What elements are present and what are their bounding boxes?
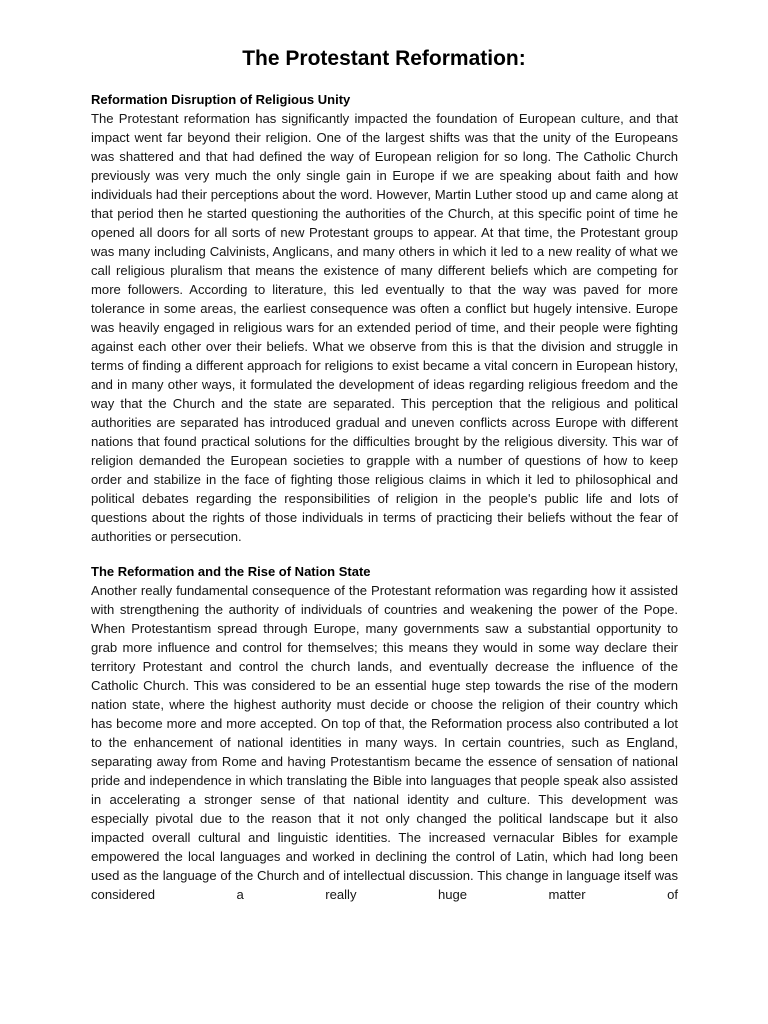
section-paragraph: Another really fundamental consequence of the Protestant reformation was regarding how it assisted with strengthening the authority of individuals of countries and weakening the power of the Pope. When Protestantism spread through Europe, many governments saw a substantial opportunity to grab more influence and control for themselves; this means they would in some way declare their territory Protestant and control the church lands, and eventually decrease the influence of the Catholic Church. This was considered to be an essential huge step towards the rise of the modern nation state, where the highest authority must decide or choose the religion of their country which has become more and more accepted. On top of that, the Reformation process also contributed a lot to the enhancement of national identities in many ways. In certain countries, such as England, separating away from Rome and having Protestantism became the essence of sensation of national pride and independence in which translating the Bible into languages that people speak also assisted in accelerating a stronger sense of that national identity and culture. This development was especially pivotal due to the reason that it not only changed the political landscape but it also impacted overall cultural and linguistic identities. The increased vernacular Bibles for example empowered the local languages and worked in declining the control of Latin, which had long been used as the language of the Church and of intellectual discussion. This change in language itself was considered a really huge matter of xyxy=(91,583,678,902)
section-heading: The Reformation and the Rise of Nation State xyxy=(91,564,371,579)
section-paragraph: The Protestant reformation has significantly impacted the foundation of European culture, and that impact went far beyond their religion. One of the largest shifts was that the unity of the Europeans was shattered and that had defined the way of European religion for so long. The Catholic Church previously was very much the only single gain in Europe if we are speaking about faith and how individuals had their perceptions about the word. However, Martin Luther stood up and came along at that period then he started questioning the authorities of the Church, at this specific point of time he opened all doors for all sorts of new Protestant groups to appear. At that time, the Protestant group was many including Calvinists, Anglicans, and many others in which it led to a new reality of what we call religious pluralism that means the existence of many different beliefs which are competing for more followers. According to literature, this led eventually to that the way was paved for more tolerance in some areas, the earliest consequence was often a conflict but hugely intensive. Europe was heavily engaged in religious wars for an extended period of time, and their people were fighting against each other over their beliefs. What we observe from this is that the division and struggle in terms of finding a different approach for religions to exist became a vital concern in European history, and in many other ways, it formulated the development of ideas regarding religious freedom and the way that the Church and the state are separated. This perception that the religious and political authorities are separated has introduced gradual and uneven conflicts across Europe with different nations that found practical solutions for the difficulties brought by the religious diversity. This war of religion demanded the European societies to grapple with a number of questions of how to keep order and stabilize in the face of fighting those religious claims in which it led to philosophical and political debates regarding the responsibilities of religion in the people's public life and lots of questions about the rights of those individuals in terms of practicing their beliefs without the fear of authorities or persecution. xyxy=(91,111,678,544)
section-nation-state xyxy=(91,562,678,904)
document-title: The Protestant Reformation: xyxy=(242,47,526,70)
document-body xyxy=(91,90,678,904)
section-reformation-disruption xyxy=(91,90,678,546)
section-heading: Reformation Disruption of Religious Unity xyxy=(91,92,351,107)
